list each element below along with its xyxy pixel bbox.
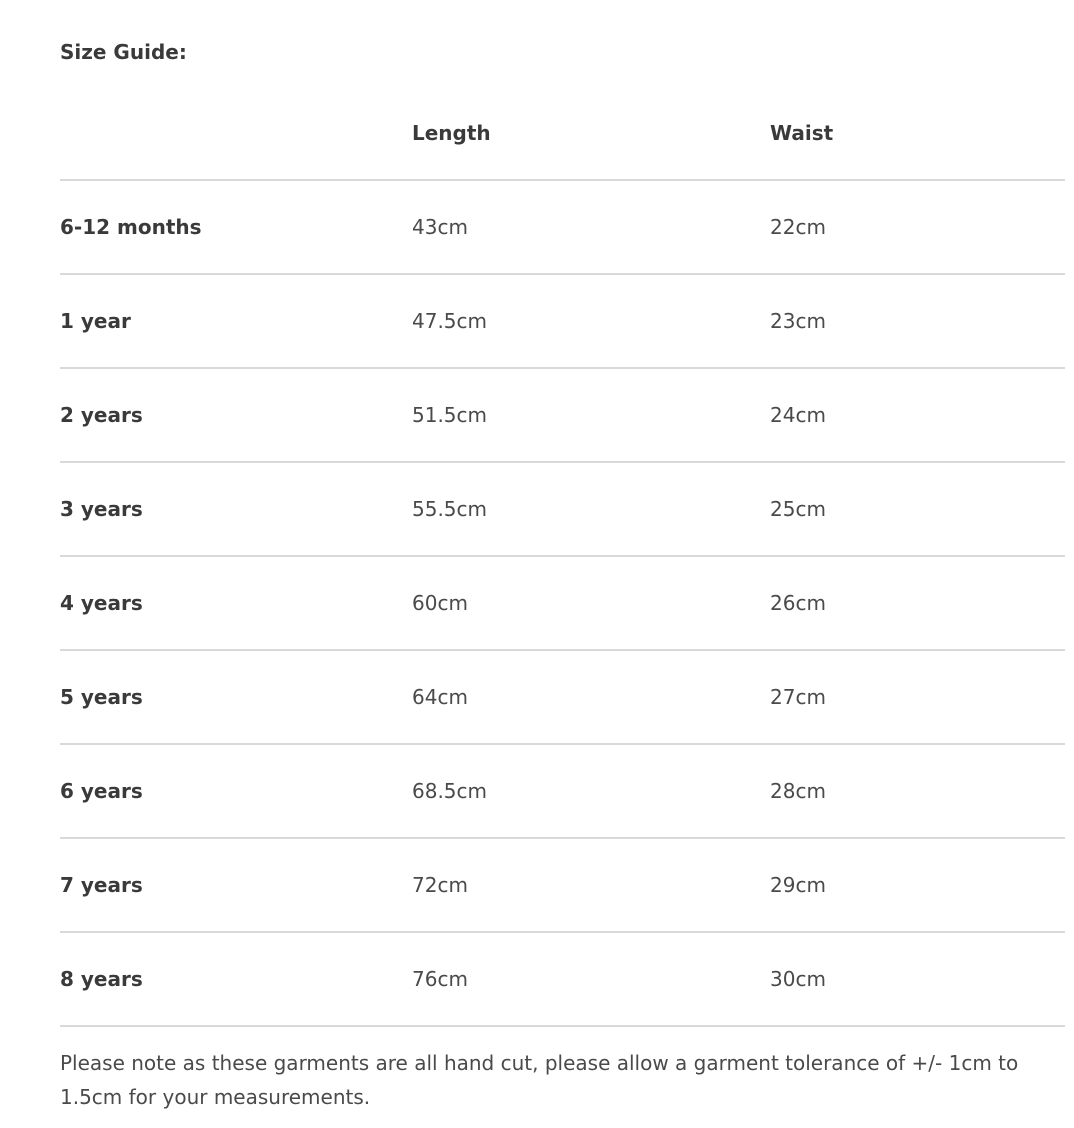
- length-cell: 55.5cm: [412, 497, 488, 521]
- waist-cell: 26cm: [770, 591, 826, 615]
- waist-cell: 30cm: [770, 967, 826, 991]
- size-cell: 7 years: [60, 873, 143, 897]
- length-cell: 68.5cm: [412, 779, 488, 803]
- length-cell: 72cm: [412, 873, 468, 897]
- waist-cell: 25cm: [770, 497, 826, 521]
- size-cell: 6-12 months: [60, 215, 202, 239]
- waist-cell: 24cm: [770, 403, 826, 427]
- waist-cell: 28cm: [770, 779, 826, 803]
- size-cell: 2 years: [60, 403, 143, 427]
- table-row: [60, 838, 1065, 932]
- header-size: [60, 86, 412, 180]
- table-row: [60, 180, 1065, 274]
- table-row: [60, 462, 1065, 556]
- waist-cell: 22cm: [770, 215, 826, 239]
- size-guide-title: Size Guide:: [60, 40, 187, 64]
- length-cell: 76cm: [412, 967, 468, 991]
- table-row: [60, 932, 1065, 1026]
- table-row: [60, 368, 1065, 462]
- tolerance-note: Please note as these garments are all hand cut, please allow a garment tolerance of +/- 1cm to 1.5cm for your measurements.: [60, 1051, 1019, 1109]
- size-cell: 3 years: [60, 497, 143, 521]
- header-waist: Waist: [770, 120, 834, 145]
- table-row: [60, 274, 1065, 368]
- length-cell: 43cm: [412, 215, 468, 239]
- table-row: [60, 556, 1065, 650]
- waist-cell: 29cm: [770, 873, 826, 897]
- table-header-row: [60, 86, 1065, 180]
- length-cell: 60cm: [412, 591, 468, 615]
- size-cell: 4 years: [60, 591, 143, 615]
- header-length: Length: [412, 120, 491, 145]
- length-cell: 51.5cm: [412, 403, 488, 427]
- size-cell: 6 years: [60, 779, 143, 803]
- length-cell: 47.5cm: [412, 309, 488, 333]
- size-cell: 8 years: [60, 967, 143, 991]
- waist-cell: 27cm: [770, 685, 826, 709]
- length-cell: 64cm: [412, 685, 468, 709]
- size-cell: 1 year: [60, 309, 131, 333]
- size-guide-table: [60, 86, 1065, 1027]
- table-row: [60, 744, 1065, 838]
- size-cell: 5 years: [60, 685, 143, 709]
- table-row: [60, 650, 1065, 744]
- waist-cell: 23cm: [770, 309, 826, 333]
